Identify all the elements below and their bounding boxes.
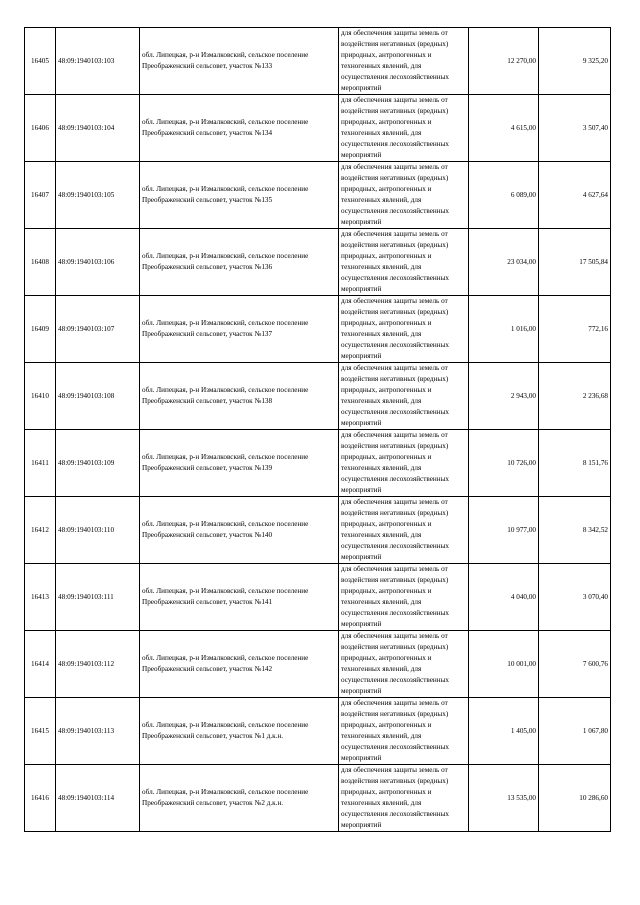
- address: обл. Липецкая, р-н Измалковский, сельское поселение Преображенский сельсовет, участок №141: [140, 564, 339, 631]
- purpose-cell: [339, 162, 469, 229]
- purpose-cell: [339, 564, 469, 631]
- cadastral-number: 48:09:1940103:103: [56, 28, 140, 95]
- purpose-cell: [339, 430, 469, 497]
- table-row: [25, 765, 611, 832]
- address: обл. Липецкая, р-н Измалковский, сельское поселение Преображенский сельсовет, участок №133: [140, 28, 339, 95]
- address: обл. Липецкая, р-н Измалковский, сельское поселение Преображенский сельсовет, участок №137: [140, 296, 339, 363]
- cost: 10 286,60: [539, 765, 611, 832]
- purpose-cell: [339, 497, 469, 564]
- cost: 9 325,20: [539, 28, 611, 95]
- purpose: для обеспечения защиты земель от воздействия негативных (вредных) природных, антропогенных и техногенных явлений, для осуществления лесохозяйственных мероприятий: [341, 498, 450, 561]
- area: 10 977,00: [469, 497, 539, 564]
- address: обл. Липецкая, р-н Измалковский, сельское поселение Преображенский сельсовет, участок №138: [140, 363, 339, 430]
- area: 1 405,00: [469, 698, 539, 765]
- address: обл. Липецкая, р-н Измалковский, сельское поселение Преображенский сельсовет, участок №135: [140, 162, 339, 229]
- cadastral-number: 48:09:1940103:106: [56, 229, 140, 296]
- purpose-cell: [339, 95, 469, 162]
- row-number: 16411: [25, 430, 56, 497]
- address: обл. Липецкая, р-н Измалковский, сельское поселение Преображенский сельсовет, участок №142: [140, 631, 339, 698]
- row-number: 16413: [25, 564, 56, 631]
- row-number: 16406: [25, 95, 56, 162]
- purpose-cell: [339, 28, 469, 95]
- purpose-cell: [339, 296, 469, 363]
- address: обл. Липецкая, р-н Измалковский, сельское поселение Преображенский сельсовет, участок №140: [140, 497, 339, 564]
- purpose: для обеспечения защиты земель от воздействия негативных (вредных) природных, антропогенных и техногенных явлений, для осуществления лесохозяйственных мероприятий: [341, 364, 450, 427]
- cost: 8 151,76: [539, 430, 611, 497]
- row-number: 16415: [25, 698, 56, 765]
- purpose: для обеспечения защиты земель от воздействия негативных (вредных) природных, антропогенных и техногенных явлений, для осуществления лесохозяйственных мероприятий: [341, 565, 450, 628]
- purpose-cell: [339, 363, 469, 430]
- table-row: [25, 430, 611, 497]
- cost: 772,16: [539, 296, 611, 363]
- purpose-cell: [339, 765, 469, 832]
- cadastral-number: 48:09:1940103:114: [56, 765, 140, 832]
- purpose: для обеспечения защиты земель от воздействия негативных (вредных) природных, антропогенных и техногенных явлений, для осуществления лесохозяйственных мероприятий: [341, 96, 450, 159]
- cadastral-number: 48:09:1940103:104: [56, 95, 140, 162]
- address: обл. Липецкая, р-н Измалковский, сельское поселение Преображенский сельсовет, участок №139: [140, 430, 339, 497]
- cost: 17 505,84: [539, 229, 611, 296]
- table-row: [25, 698, 611, 765]
- table-row: [25, 363, 611, 430]
- area: 6 089,00: [469, 162, 539, 229]
- area: 10 001,00: [469, 631, 539, 698]
- table-row: [25, 162, 611, 229]
- row-number: 16405: [25, 28, 56, 95]
- address: обл. Липецкая, р-н Измалковский, сельское поселение Преображенский сельсовет, участок №2 д.к.н.: [140, 765, 339, 832]
- table-body: [25, 28, 611, 832]
- row-number: 16410: [25, 363, 56, 430]
- cost: 3 070,40: [539, 564, 611, 631]
- purpose-cell: [339, 631, 469, 698]
- cadastral-number: 48:09:1940103:112: [56, 631, 140, 698]
- cost: 8 342,52: [539, 497, 611, 564]
- purpose: для обеспечения защиты земель от воздействия негативных (вредных) природных, антропогенных и техногенных явлений, для осуществления лесохозяйственных мероприятий: [341, 230, 450, 293]
- cadastral-number: 48:09:1940103:110: [56, 497, 140, 564]
- table-row: [25, 564, 611, 631]
- cadastral-number: 48:09:1940103:109: [56, 430, 140, 497]
- cost: 7 600,76: [539, 631, 611, 698]
- purpose: для обеспечения защиты земель от воздействия негативных (вредных) природных, антропогенных и техногенных явлений, для осуществления лесохозяйственных мероприятий: [341, 297, 450, 360]
- area: 2 943,00: [469, 363, 539, 430]
- area: 1 016,00: [469, 296, 539, 363]
- area: 10 726,00: [469, 430, 539, 497]
- purpose: для обеспечения защиты земель от воздействия негативных (вредных) природных, антропогенных и техногенных явлений, для осуществления лесохозяйственных мероприятий: [341, 163, 450, 226]
- table-row: [25, 497, 611, 564]
- row-number: 16407: [25, 162, 56, 229]
- purpose: для обеспечения защиты земель от воздействия негативных (вредных) природных, антропогенных и техногенных явлений, для осуществления лесохозяйственных мероприятий: [341, 431, 450, 494]
- address: обл. Липецкая, р-н Измалковский, сельское поселение Преображенский сельсовет, участок №136: [140, 229, 339, 296]
- row-number: 16414: [25, 631, 56, 698]
- purpose-cell: [339, 229, 469, 296]
- row-number: 16416: [25, 765, 56, 832]
- purpose: для обеспечения защиты земель от воздействия негативных (вредных) природных, антропогенных и техногенных явлений, для осуществления лесохозяйственных мероприятий: [341, 766, 450, 829]
- purpose: для обеспечения защиты земель от воздействия негативных (вредных) природных, антропогенных и техногенных явлений, для осуществления лесохозяйственных мероприятий: [341, 29, 450, 92]
- purpose: для обеспечения защиты земель от воздействия негативных (вредных) природных, антропогенных и техногенных явлений, для осуществления лесохозяйственных мероприятий: [341, 699, 450, 762]
- table-row: [25, 95, 611, 162]
- address: обл. Липецкая, р-н Измалковский, сельское поселение Преображенский сельсовет, участок №134: [140, 95, 339, 162]
- table-row: [25, 631, 611, 698]
- row-number: 16408: [25, 229, 56, 296]
- cost: 2 236,68: [539, 363, 611, 430]
- row-number: 16409: [25, 296, 56, 363]
- cadastral-number: 48:09:1940103:111: [56, 564, 140, 631]
- area: 13 535,00: [469, 765, 539, 832]
- table-row: [25, 229, 611, 296]
- table-row: [25, 296, 611, 363]
- purpose-cell: [339, 698, 469, 765]
- cadastral-number: 48:09:1940103:108: [56, 363, 140, 430]
- purpose: для обеспечения защиты земель от воздействия негативных (вредных) природных, антропогенных и техногенных явлений, для осуществления лесохозяйственных мероприятий: [341, 632, 450, 695]
- area: 23 034,00: [469, 229, 539, 296]
- table-row: [25, 28, 611, 95]
- cadastral-number: 48:09:1940103:113: [56, 698, 140, 765]
- area: 4 615,00: [469, 95, 539, 162]
- row-number: 16412: [25, 497, 56, 564]
- cost: 1 067,80: [539, 698, 611, 765]
- cadastral-number: 48:09:1940103:105: [56, 162, 140, 229]
- land-plots-table: [24, 27, 611, 832]
- area: 4 040,00: [469, 564, 539, 631]
- cadastral-number: 48:09:1940103:107: [56, 296, 140, 363]
- area: 12 270,00: [469, 28, 539, 95]
- cost: 3 507,40: [539, 95, 611, 162]
- address: обл. Липецкая, р-н Измалковский, сельское поселение Преображенский сельсовет, участок №1 д.к.н.: [140, 698, 339, 765]
- cost: 4 627,64: [539, 162, 611, 229]
